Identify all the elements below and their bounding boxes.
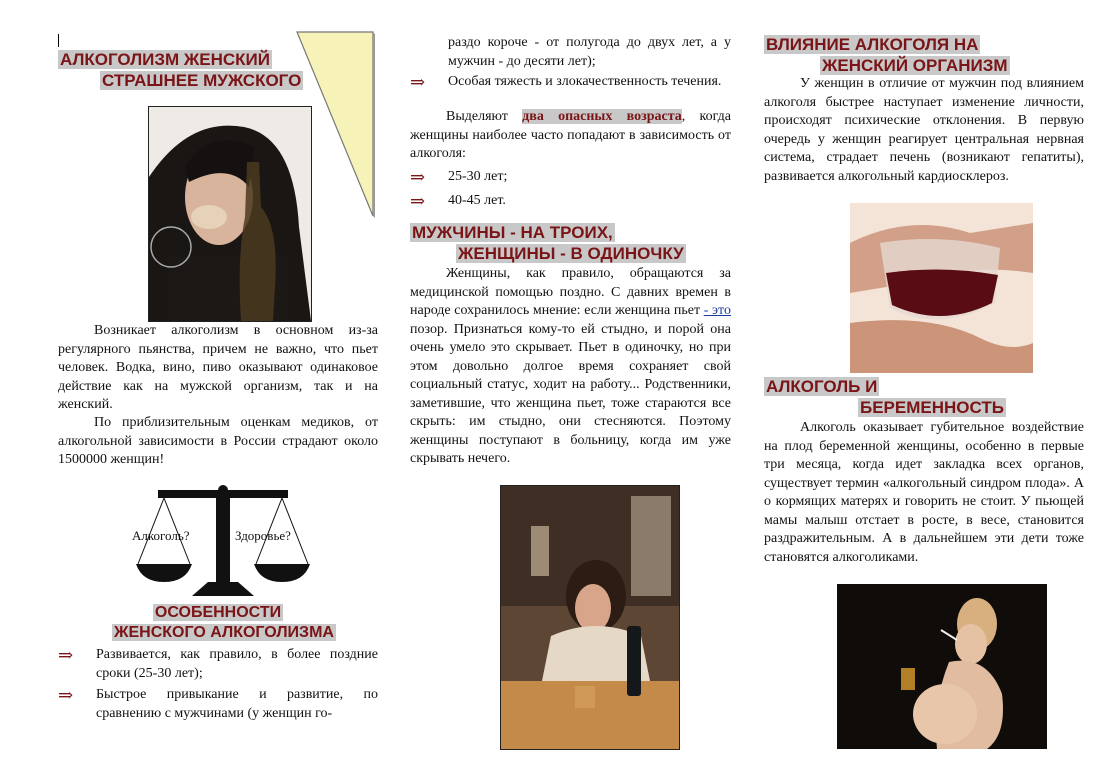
title-alcohol-pregnancy: АЛКОГОЛЬ И БЕРЕМЕННОСТЬ xyxy=(766,377,1004,417)
photo-woman-at-table xyxy=(500,485,680,750)
link-eto[interactable]: - это xyxy=(703,303,731,318)
col1-paragraph-1: Возникает алкоголизм в основном из-за регулярного пьянства, причем не важно, что пьет человек. Водка, вино, пиво оказывают одинаковое действие как на мужской организм, так и на женский. xyxy=(58,323,378,412)
title-women-alcoholism: АЛКОГОЛИЗМ ЖЕНСКИЙ СТРАШНЕЕ МУЖСКОГО xyxy=(60,50,302,90)
photo-pregnant-woman xyxy=(837,584,1047,749)
right-double-arrow-icon: ⇒ xyxy=(410,167,426,187)
right-double-arrow-icon: ⇒ xyxy=(410,191,426,211)
scale-label-health: Здоровье? xyxy=(235,528,291,543)
title-alcohol-influence: ВЛИЯНИЕ АЛКОГОЛЯ НА ЖЕНСКИЙ ОРГАНИЗМ xyxy=(766,35,1008,75)
photo-woman-drinking xyxy=(148,106,312,322)
bullet-item-2: ⇒ Быстрое привыкание и развитие, по сравнению с мужчинами (у женщин го- xyxy=(58,686,378,723)
right-double-arrow-icon: ⇒ xyxy=(58,645,74,665)
col2-paragraph-women-alone: Женщины, как правило, обращаются за медицинской помощью поздно. С давних времен в народе сохранилось мнение: если женщина пьет - это позор. Признаться кому-то ей стыдно, и порой она очень умело это скрывает. Пьет в одиночку, но при этом довольно долгое время сохраняет свой социальный статус, ходит на работу... Родственники, заметившие, что женщина пьет, тоже стараются все скрыть: им стыдно, они стесняются. Поэтому женщины поступают в больницу, когда им уже скрывать нечего. xyxy=(410,266,731,466)
right-double-arrow-icon: ⇒ xyxy=(58,685,74,705)
age-item-1: ⇒ 25-30 лет; xyxy=(410,167,508,187)
photo-wine-glass xyxy=(850,203,1033,373)
bullet-item-1: ⇒ Развивается, как правило, в более поздние сроки (25-30 лет); xyxy=(58,646,378,683)
col3-paragraph-1: У женщин в отличие от мужчин под влиянием алкоголя быстрее наступает изменение личности, происходят психические отклонения. В первую очередь у женщин реагирует центральная нервная система, страдает печень (возникают гепатиты), развивается алкогольный кардиосклероз. xyxy=(764,76,1084,184)
bullet-item-3: ⇒ Особая тяжесть и злокачественность течения. xyxy=(410,72,722,92)
right-double-arrow-icon: ⇒ xyxy=(410,72,426,92)
col3-paragraph-2: Алкоголь оказывает губительное воздействие на плод беременной женщины, особенно в первые три месяца, когда идет закладка всех органов, существует термин «алкогольный синдром плода». А о кормящих матерях и говорить не стоит. У пьющей мамы малыш отстает в росте, в весе, становится раздражительным. А в дальнейшем эти дети тоже становятся алкоголиками. xyxy=(764,420,1084,565)
highlight-two-ages: два опасных возраста xyxy=(522,109,682,124)
title-features: ОСОБЕННОСТИ ЖЕНСКОГО АЛКОГОЛИЗМА xyxy=(114,604,334,641)
text-cursor xyxy=(58,34,59,47)
scale-label-alcohol: Алкоголь? xyxy=(132,528,190,543)
col1-paragraph-2: По приблизительным оценкам медиков, от алкогольной зависимости в России страдают около 1500000 женщин! xyxy=(58,415,378,467)
col2-dangerous-ages-paragraph: Выделяют два опасных возраста, когда женщины наиболее часто попадают в зависимость от алкоголя: xyxy=(410,109,731,161)
age-item-2: ⇒ 40-45 лет. xyxy=(410,191,506,211)
title-men-women: МУЖЧИНЫ - НА ТРОИХ, ЖЕНЩИНЫ - В ОДИНОЧКУ xyxy=(412,223,684,263)
col2-continued-text: раздо короче - от полугода до двух лет, а у мужчин - до десяти лет); xyxy=(448,35,731,69)
